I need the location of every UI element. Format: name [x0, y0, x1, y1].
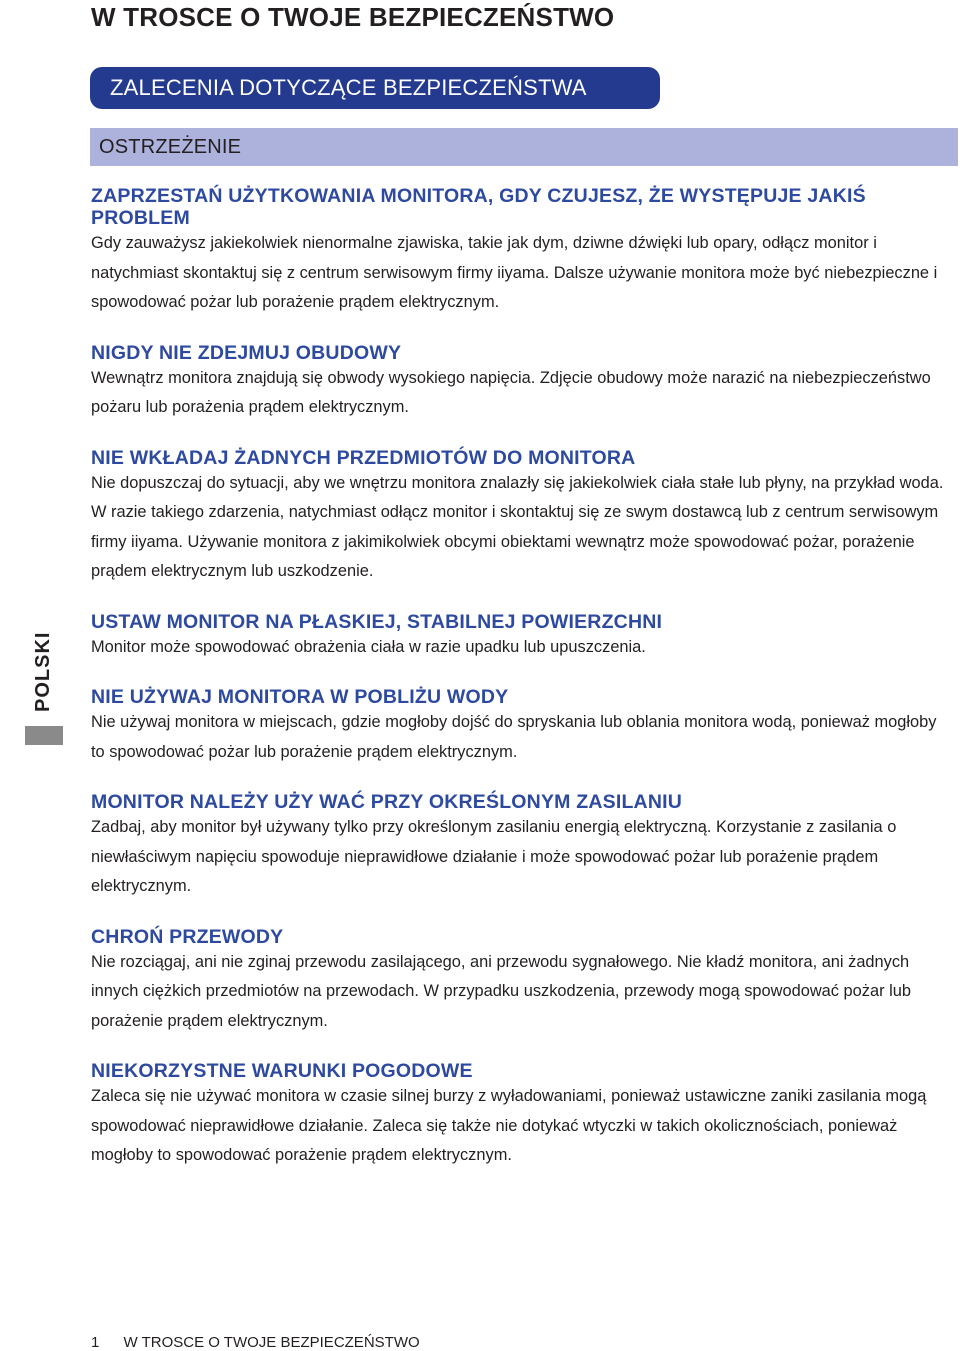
safety-item-heading: NIEKORZYSTNE WARUNKI POGODOWE — [91, 1060, 473, 1082]
safety-item-body: Nie dopuszczaj do sytuacji, aby we wnętrzu monitora znalazły się jakiekolwiek ciała stałe lub płyny, na przykład woda. W razie takiego zdarzenia, natychmiast odłącz monitor i skontaktuj się ze swym dostawcą lub z centrum serwisowym firmy iiyama. Używanie monitora z jakimikolwiek obcymi obiektami wewnątrz może spowodować pożar, porażenie prądem elektrycznym lub uszkodzenie. — [91, 473, 944, 580]
language-tab-label: POLSKI — [32, 631, 54, 712]
safety-item-heading: MONITOR NALEŻY UŻY WAĆ PRZY OKREŚLONYM ZASILANIU — [91, 791, 683, 813]
safety-item-body: Monitor może spowodować obrażenia ciała w razie upadku lub upuszczenia. — [91, 637, 646, 656]
safety-item — [91, 611, 951, 663]
section-title: ZALECENIA DOTYCZĄCE BEZPIECZEŃSTWA — [110, 75, 587, 100]
safety-item — [91, 1060, 951, 1171]
page-footer — [91, 1334, 420, 1351]
safety-item — [91, 342, 951, 423]
safety-item-heading: NIE UŻYWAJ MONITORA W POBLIŻU WODY — [91, 686, 509, 708]
safety-item — [91, 185, 951, 318]
safety-item-body: Nie rozciągaj, ani nie zginaj przewodu zasilającego, ani przewodu sygnałowego. Nie kładź monitora, ani żadnych innych ciężkich przedmiotów na przewodach. W przypadku uszkodzenia, przewody mogą spowodować pożar lub porażenie prądem elektrycznym. — [91, 952, 911, 1030]
safety-item-heading: NIE WKŁADAJ ŻADNYCH PRZEDMIOTÓW DO MONITORA — [91, 446, 636, 469]
safety-item-body: Nie używaj monitora w miejscach, gdzie mogłoby dojść do spryskania lub oblania monitora wodą, ponieważ mogłoby to spowodować pożar lub porażenie prądem elektrycznym. — [91, 713, 937, 761]
safety-item — [91, 447, 951, 587]
language-tab-strip — [25, 726, 63, 745]
page-title: W TROSCE O TWOJE BEZPIECZEŃSTWO — [91, 2, 615, 32]
footer-title: W TROSCE O TWOJE BEZPIECZEŃSTWO — [123, 1334, 420, 1351]
safety-item — [91, 926, 951, 1037]
safety-item — [91, 686, 951, 767]
warning-label: OSTRZEŻENIE — [99, 135, 242, 158]
section-title-banner — [90, 67, 660, 109]
safety-item-heading: ZAPRZESTAŃ UŻYTKOWANIA MONITORA, GDY CZUJESZ, ŻE WYSTĘPUJE JAKIŚ PROBLEM — [91, 185, 866, 229]
safety-items — [91, 185, 951, 1171]
safety-item-body: Gdy zauważysz jakiekolwiek nienormalne zjawiska, takie jak dym, dziwne dźwięki lub opary, odłącz monitor i natychmiast skontaktuj się z centrum serwisowym firmy iiyama. Dalsze używanie monitora może być niebezpieczne i spowodować pożar lub porażenie prądem elektrycznym. — [91, 234, 938, 311]
safety-item-heading: NIGDY NIE ZDEJMUJ OBUDOWY — [91, 341, 402, 364]
warning-banner — [90, 128, 958, 166]
language-side-tab — [25, 612, 63, 745]
safety-item-heading: USTAW MONITOR NA PŁASKIEJ, STABILNEJ POWIERZCHNI — [91, 610, 663, 633]
safety-item-heading: CHROŃ PRZEWODY — [91, 925, 284, 948]
safety-item — [91, 791, 951, 902]
page-number: 1 — [91, 1334, 100, 1351]
safety-item-body: Wewnątrz monitora znajdują się obwody wysokiego napięcia. Zdjęcie obudowy może narazić na niebezpieczeństwo pożaru lub porażenia prądem elektrycznym. — [91, 368, 931, 416]
safety-item-body: Zaleca się nie używać monitora w czasie silnej burzy z wyładowaniami, ponieważ ustawiczne zaniki zasilania mogą spowodować nieprawidłowe działanie. Zaleca się także nie dotykać wtyczki w takich okolicznościach, ponieważ mogłoby to spowodować porażenie prądem elektrycznym. — [91, 1087, 927, 1164]
safety-item-body: Zadbaj, aby monitor był używany tylko przy określonym zasilaniu energią elektryczną. Korzystanie z zasilania o niewłaściwym napięciu spowoduje nieprawidłowe działanie i może spowodować pożar lub porażenie prądem elektrycznym. — [91, 818, 897, 895]
